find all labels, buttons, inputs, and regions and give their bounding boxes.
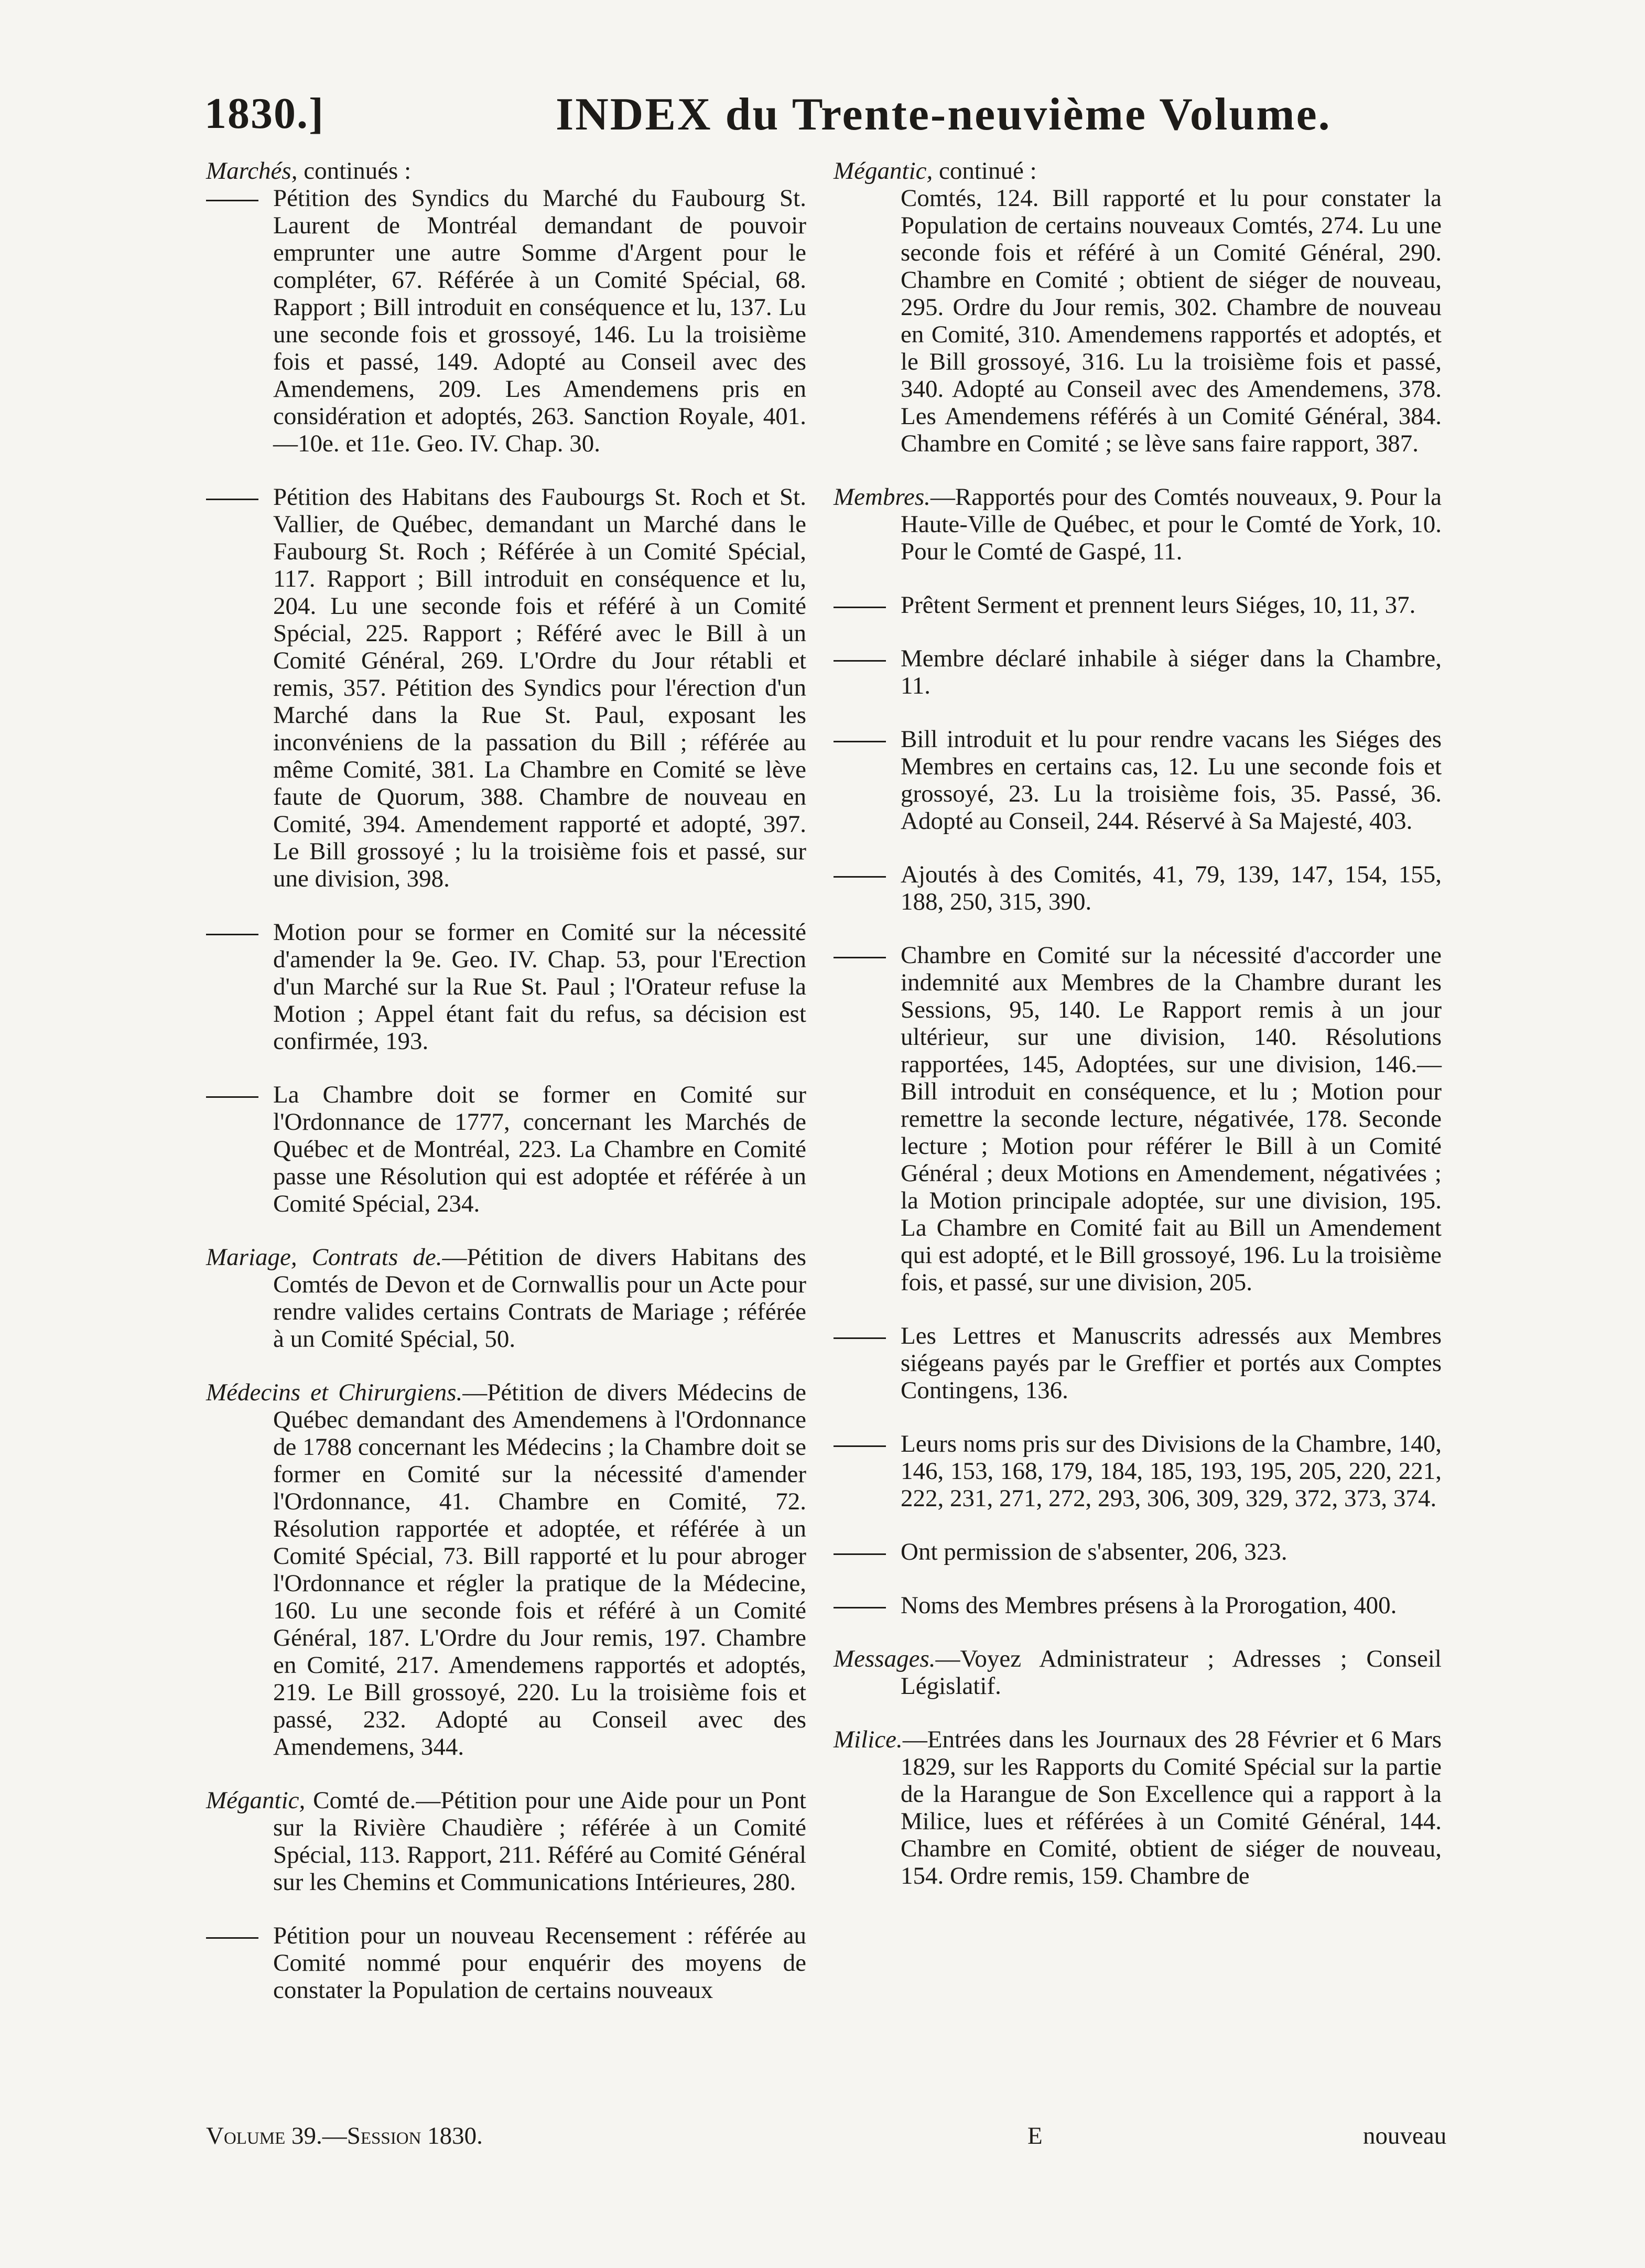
em-dash-rule [206,200,258,201]
entry-body: —Entrées dans les Journaux des 28 Février et 6 Mars 1829, sur les Rapports du Comité Spécial sur la partie de la Harangue de Son Excellence qui a rapport à la Milice, lues et référées à un Comité Général, 144. Chambre en Comité, obtient de siéger de nouveau, 154. Ordre remis, 159. Chambre de [901,1726,1442,1889]
em-dash-rule [834,1337,886,1339]
sub-entry [834,1430,1442,1512]
sub-entry [834,1322,1442,1404]
sub-entry-text [206,185,806,457]
sub-entry [834,1592,1442,1619]
entry-body: Comté de.—Pétition pour une Aide pour un Pont sur la Rivière Chaudière ; référée à un Comité Spécial, 113. Rapport, 211. Référé au Comité Général sur les Chemins et Communications Intérieures, 280. [273,1787,806,1896]
sub-entry-body: Les Lettres et Manuscrits adressés aux Membres siégeans payés par le Greffier et portés aux Comptes Contingens, 136. [901,1322,1442,1404]
entry-text [834,1726,1442,1889]
sub-entry-body: Pétition des Habitans des Faubourgs St. Roch et St. Vallier, de Québec, demandant un Marché dans le Faubourg St. Roch ; Référée à un Comité Spécial, 117. Rapport ; Bill introduit en conséquence et lu, 204. Lu une seconde fois et référé à un Comité Spécial, 225. Rapport ; Référé avec le Bill à un Comité Général, 269. L'Ordre du Jour rétabli et remis, 357. Pétition des Syndics pour l'érection d'un Marché dans la Rue St. Paul, exposant les inconvéniens de la passation du Bill ; référée au même Comité, 381. La Chambre en Comité se lève faute de Quorum, 388. Chambre de nouveau en Comité, 394. Amendement rapporté et adopté, 397. Le Bill grossoyé ; lu la troisième fois et passé, sur une division, 398. [273,483,806,892]
running-head [204,88,1442,146]
index-entry-milice [834,1726,1442,1889]
sub-entry-text [834,726,1442,835]
em-dash-rule [834,607,886,608]
volume-footer: Volume 39.—Session 1830. [206,2122,483,2150]
index-entry-membres [834,483,1442,1619]
em-dash-rule [834,876,886,878]
em-dash-rule [206,1937,258,1939]
index-entry-mariage [206,1244,806,1353]
sub-entry [834,645,1442,699]
sub-entry [206,1922,806,2004]
entry-heading-rest: continués : [297,157,412,185]
entry-heading: Membres. [834,483,930,511]
em-dash-rule [206,934,258,935]
em-dash-rule [206,499,258,500]
entry-body: —Pétition de divers Médecins de Québec demandant des Amendemens à l'Ordonnance de 1788 concernant les Médecins ; la Chambre doit se former en Comité sur la nécessité d'amender l'Ordonnance, 41. Chambre en Comité, 72. Résolution rapportée et adoptée, et référée à un Comité Spécial, 73. Bill rapporté et lu pour abroger l'Ordonnance et régler la pratique de la Médecine, 160. Lu une seconde fois et référé à un Comité Général, 187. L'Ordre du Jour remis, 197. Chambre en Comité, 217. Amendemens rapportés et adoptés, 219. Le Bill grossoyé, 220. Lu la troisième fois et passé, 232. Adopté au Conseil avec des Amendemens, 344. [273,1379,806,1761]
sub-entry-text [834,591,1442,619]
left-column [206,157,806,2004]
sub-entry-text [834,1430,1442,1512]
page-title: INDEX du Trente-neuvième Volume. [556,89,1332,140]
entry-heading-rest: continué : [933,157,1037,185]
sub-entry [206,919,806,1055]
index-entry-marches [206,157,806,1217]
index-entry-megantic [206,1787,806,2004]
sub-entry-text [834,942,1442,1296]
entry-heading: Médecins et Chirurgiens. [206,1379,463,1406]
entry-text [206,1379,806,1761]
sub-entry-text [206,1922,806,2004]
em-dash-rule [206,1096,258,1098]
entry-body: —Voyez Administrateur ; Adresses ; Conseil Législatif. [901,1645,1442,1700]
sub-entry-text [206,1081,806,1217]
entry-body: —Pétition de divers Habitans des Comtés de Devon et de Cornwallis pour un Acte pour rendre valides certains Contrats de Mariage ; référée à un Comité Spécial, 50. [273,1244,806,1353]
sub-entry-body: Membre déclaré inhabile à siéger dans la Chambre, 11. [901,645,1442,699]
sub-entry-body: Noms des Membres présens à la Prorogation, 400. [901,1592,1397,1619]
catchword: nouveau [1363,2122,1447,2150]
sub-entry-text [834,1538,1442,1565]
sub-entry-text [834,861,1442,915]
sub-entry-text [834,1322,1442,1404]
sub-entry [834,591,1442,619]
sub-entry [206,185,806,457]
sub-entry [834,861,1442,915]
index-entry-medecins [206,1379,806,1761]
em-dash-rule [834,957,886,958]
entry-heading-line [834,157,1442,185]
sub-entry-text [206,483,806,892]
entry-heading: Milice. [834,1726,903,1753]
index-entry-megantic-continued [834,157,1442,457]
entry-heading: Mariage, Contrats de. [206,1244,442,1271]
sub-entry [834,726,1442,835]
entry-text [206,1787,806,1896]
entry-text [834,1645,1442,1700]
em-dash-rule [834,741,886,742]
entry-text [834,483,1442,565]
sub-entry-body: Ajoutés à des Comités, 41, 79, 139, 147, 154, 155, 188, 250, 315, 390. [901,861,1442,915]
sub-entry-body: Ont permission de s'absenter, 206, 323. [901,1538,1287,1565]
sub-entry-body: Leurs noms pris sur des Divisions de la Chambre, 140, 146, 153, 168, 179, 184, 185, 193, 195, 205, 220, 221, 222, 231, 271, 272, 293, 306, 309, 329, 372, 373, 374. [901,1430,1442,1512]
sub-entry [834,942,1442,1296]
em-dash-rule [834,1607,886,1608]
sub-entry-body: Bill introduit et lu pour rendre vacans les Siéges des Membres en certains cas, 12. Lu une seconde fois et grossoyé, 23. Lu la troisième fois, 35. Passé, 36. Adopté au Conseil, 244. Réservé à Sa Majesté, 403. [901,726,1442,835]
index-entry-messages [834,1645,1442,1700]
signature-mark: E [1027,2122,1043,2150]
right-column [834,157,1442,1889]
sub-entry-text [834,1592,1442,1619]
sub-entry-text [834,645,1442,699]
page-year: 1830.] [204,89,324,138]
sub-entry-body: Prêtent Serment et prennent leurs Siéges, 10, 11, 37. [901,591,1416,619]
sub-entry-body: Pétition des Syndics du Marché du Faubourg St. Laurent de Montréal demandant de pouvoir emprunter une autre Somme d'Argent pour le compléter, 67. Référée à un Comité Spécial, 68. Rapport ; Bill introduit en conséquence et lu, 137. Lu une seconde fois et grossoyé, 146. Lu la troisième fois et passé, 149. Adopté au Conseil avec des Amendemens, 209. Les Amendemens pris en considération et adoptés, 263. Sanction Royale, 401.—10e. et 11e. Geo. IV. Chap. 30. [273,185,806,457]
entry-heading-line [206,157,806,185]
continued-text: Comtés, 124. Bill rapporté et lu pour constater la Population de certains nouveaux Comtés, 274. Lu une seconde fois et référé à un Comité Général, 290. Chambre en Comité ; obtient de siéger de nouveau, 295. Ordre du Jour remis, 302. Chambre de nouveau en Comité, 310. Amendemens rapportés et adoptés, et le Bill grossoyé, 316. Lu la troisième fois et passé, 340. Adopté au Conseil avec des Amendemens, 378. Les Amendemens référés à un Comité Général, 384. Chambre en Comité ; se lève sans faire rapport, 387. [901,185,1442,457]
entry-heading: Mégantic, [834,157,933,185]
sub-entry-body: Chambre en Comité sur la nécessité d'accorder une indemnité aux Membres de la Chambre durant les Sessions, 95, 140. Le Rapport remis à un jour ultérieur, sur une division, 140. Résolutions rapportées, 145, Adoptées, sur une division, 146.—Bill introduit en conséquence, et lu ; Motion pour remettre la seconde lecture, négativée, 178. Seconde lecture ; Motion pour référer le Bill à un Comité Général ; deux Motions en Amendement, négativées ; la Motion principale adoptée, sur une division, 195. La Chambre en Comité fait au Bill un Amendement qui est adopté, et le Bill grossoyé, 196. Lu la troisième fois, et passé, sur une division, 205. [901,942,1442,1296]
em-dash-rule [834,1553,886,1555]
sub-entry [834,1538,1442,1565]
entry-main [206,1787,806,1896]
sub-entry-body: Pétition pour un nouveau Recensement : référée au Comité nommé pour enquérir des moyens de constater la Population de certains nouveaux [273,1922,806,2004]
sub-entry [206,1081,806,1217]
sub-entry-body: Motion pour se former en Comité sur la nécessité d'amender la 9e. Geo. IV. Chap. 53, pour l'Erection d'un Marché sur la Rue St. Paul ; l'Orateur refuse la Motion ; Appel étant fait du refus, sa décision est confirmée, 193. [273,919,806,1055]
entry-heading: Marchés, [206,157,298,185]
entry-main [834,483,1442,565]
em-dash-rule [834,1445,886,1447]
entry-body: —Rapportés pour des Comtés nouveaux, 9. Pour la Haute-Ville de Québec, et pour le Comté de York, 10. Pour le Comté de Gaspé, 11. [901,483,1442,565]
sub-entry-body: La Chambre doit se former en Comité sur l'Ordonnance de 1777, concernant les Marchés de Québec et de Montréal, 223. La Chambre en Comité passe une Résolution qui est adoptée et référée à un Comité Spécial, 234. [273,1081,806,1217]
em-dash-rule [834,660,886,662]
sub-entry-text [206,919,806,1055]
entry-text [206,1244,806,1353]
entry-heading: Mégantic, [206,1787,306,1814]
entry-heading: Messages. [834,1645,936,1672]
sub-entry [206,483,806,892]
